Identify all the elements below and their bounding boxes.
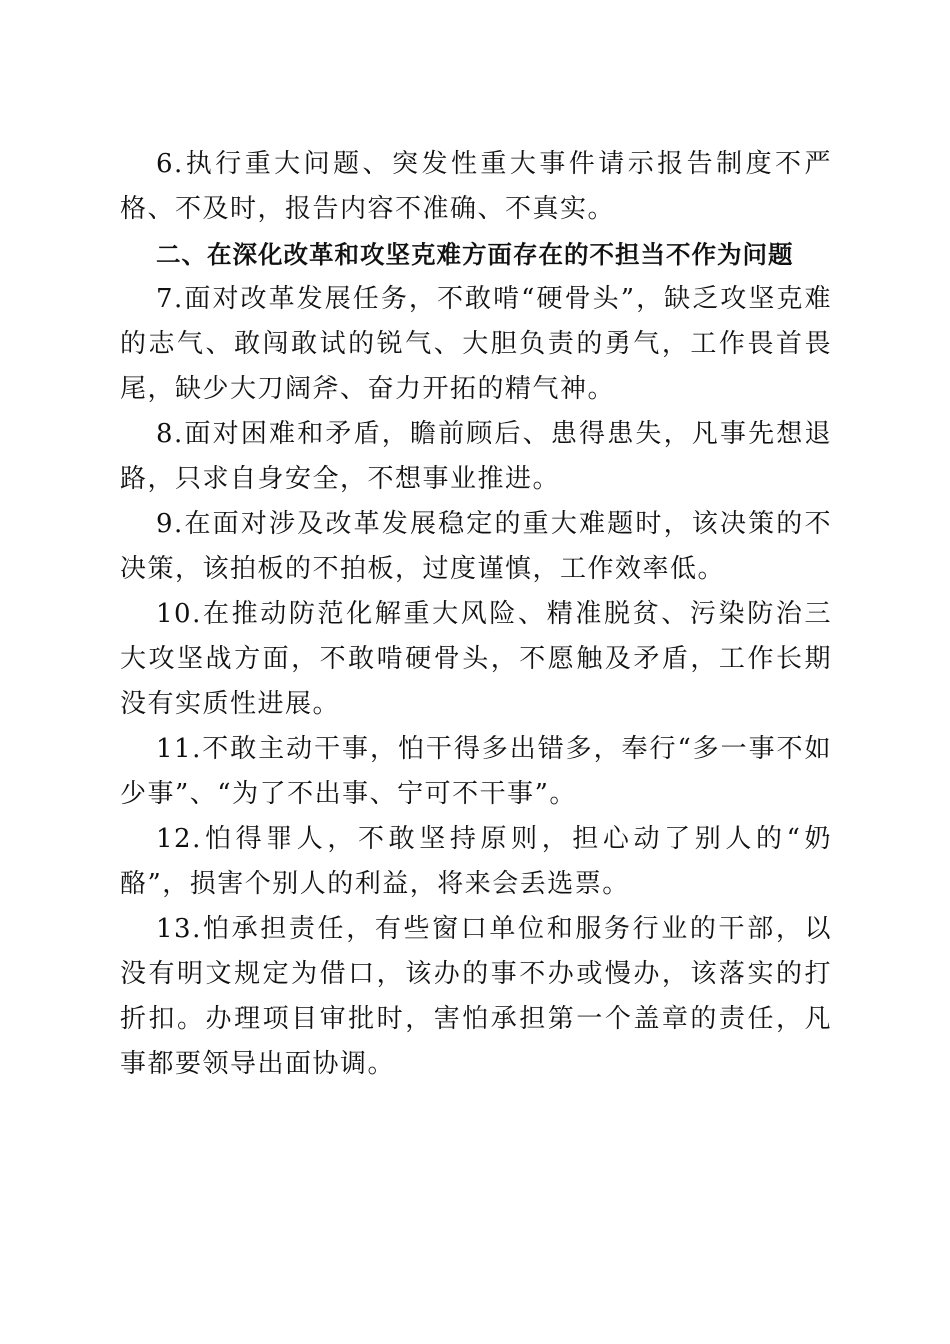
paragraph-item-12: 12.怕得罪人，不敢坚持原则，担心动了别人的“奶酪”，损害个别人的利益，将来会丢选票。 (120, 824, 832, 899)
paragraph-item-7: 7.面对改革发展任务，不敢啃“硬骨头”，缺乏攻坚克难的志气、敢闯敢试的锐气、大胆负责的勇气，工作畏首畏尾，缺少大刀阔斧、奋力开拓的精气神。 (120, 284, 832, 404)
paragraph-item-11: 11.不敢主动干事，怕干得多出错多，奉行“多一事不如少事”、“为了不出事、宁可不干事”。 (120, 734, 832, 809)
paragraph-item-9: 9.在面对涉及改革发展稳定的重大难题时，该决策的不决策，该拍板的不拍板，过度谨慎，工作效率低。 (120, 509, 832, 584)
paragraph-item-13: 13.怕承担责任，有些窗口单位和服务行业的干部，以没有明文规定为借口，该办的事不办或慢办，该落实的打折扣。办理项目审批时，害怕承担第一个盖章的责任，凡事都要领导出面协调。 (120, 914, 832, 1079)
paragraph-item-6: 6.执行重大问题、突发性重大事件请示报告制度不严格、不及时，报告内容不准确、不真实。 (120, 149, 832, 224)
paragraph-item-10: 10.在推动防范化解重大风险、精准脱贫、污染防治三大攻坚战方面，不敢啃硬骨头，不愿触及矛盾，工作长期没有实质性进展。 (120, 599, 832, 719)
section-heading-2: 二、在深化改革和攻坚克难方面存在的不担当不作为问题 (156, 240, 794, 269)
paragraph-item-8: 8.面对困难和矛盾，瞻前顾后、患得患失，凡事先想退路，只求自身安全，不想事业推进。 (120, 419, 832, 494)
document-body (120, 142, 832, 1087)
